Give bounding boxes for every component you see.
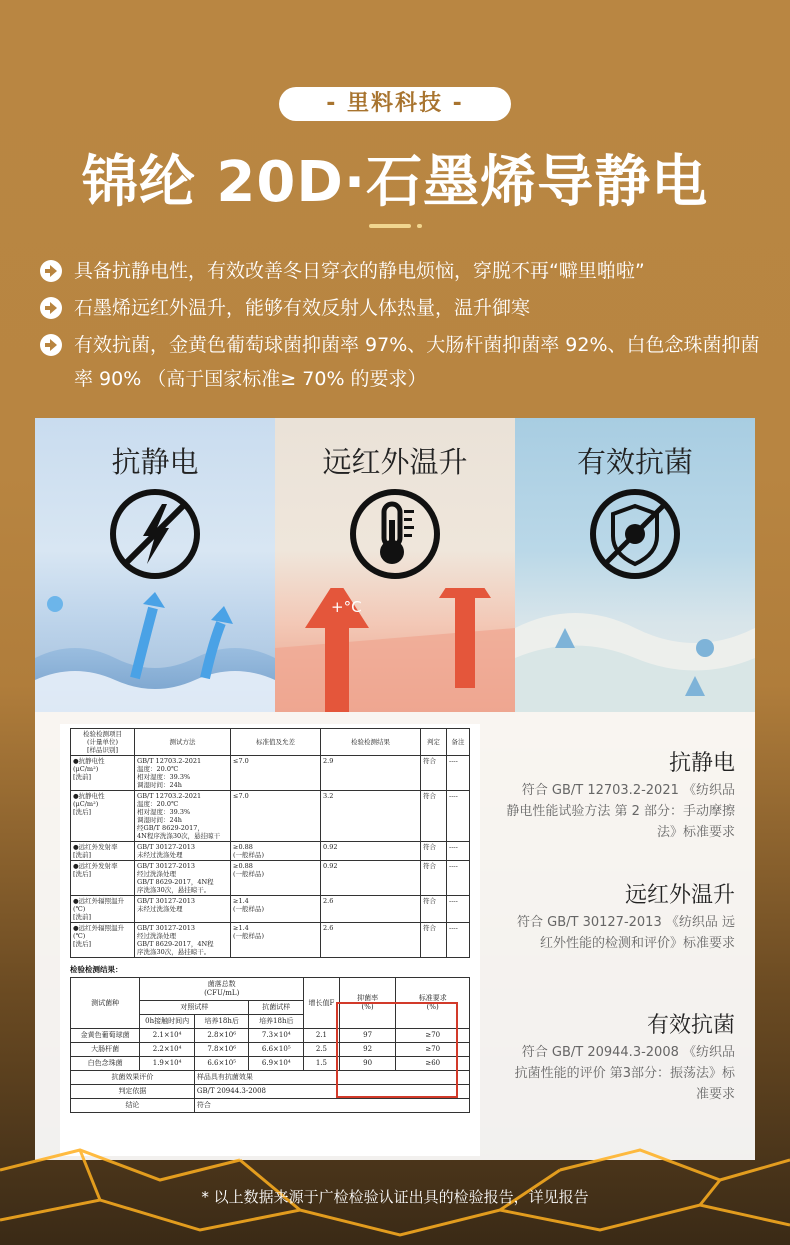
table-cell: 1.5 bbox=[304, 1057, 340, 1071]
table-cell: 2.2×10⁴ bbox=[140, 1043, 195, 1057]
fabric-waves-illustration bbox=[35, 588, 275, 712]
table-cell: 97 bbox=[339, 1029, 396, 1043]
table-header-cell: 标准要求 (%) bbox=[396, 978, 470, 1029]
table-cell: 抗菌效果评价 bbox=[71, 1071, 195, 1085]
table-cell: GB/T 30127-2013 经过洗涤处理 GB/T 8629-2017，4N程 序洗涤30次，悬挂晾干。 bbox=[135, 923, 231, 958]
table-cell: ≤7.0 bbox=[231, 791, 321, 842]
table-cell: 样品具有抗菌效果 bbox=[194, 1071, 469, 1085]
table-cell: ---- bbox=[447, 896, 470, 923]
table-cell: 大肠杆菌 bbox=[71, 1043, 140, 1057]
table-cell: 6.6×10⁵ bbox=[249, 1043, 304, 1057]
no-bacteria-icon bbox=[587, 486, 683, 582]
thermometer-icon bbox=[347, 486, 443, 582]
table-header-cell: 测试方法 bbox=[135, 729, 231, 756]
table-header-cell: 抗菌试样 bbox=[249, 1001, 304, 1015]
table-cell: 0.92 bbox=[321, 861, 421, 896]
table-cell: ≥70 bbox=[396, 1043, 470, 1057]
table-cell: ≥60 bbox=[396, 1057, 470, 1071]
table-header-cell: 培养18h后 bbox=[194, 1015, 249, 1029]
table-cell: ●远红外发射率 [洗前] bbox=[71, 842, 135, 861]
table-cell: 金黄色葡萄球菌 bbox=[71, 1029, 140, 1043]
section-tag: - 里料科技 - bbox=[279, 87, 511, 121]
feature-list bbox=[40, 254, 760, 399]
table-cell: ●远红外辐照温升 (℃) [洗前] bbox=[71, 896, 135, 923]
table-header-cell: 抑菌率 (%) bbox=[339, 978, 396, 1029]
table-cell: 3.2 bbox=[321, 791, 421, 842]
table-cell: ---- bbox=[447, 923, 470, 958]
heat-badge: +°C bbox=[331, 598, 362, 616]
table-cell: ≥1.4 (一般样品) bbox=[231, 923, 321, 958]
table-header-cell: 检验检测项目 (计量单位) [样品识别] bbox=[71, 729, 135, 756]
table-cell: ≤7.0 bbox=[231, 756, 321, 791]
feature-item bbox=[40, 254, 760, 288]
test-report-document bbox=[60, 724, 480, 1156]
spec-title: 远红外温升 bbox=[624, 883, 735, 908]
panel-title: 抗静电 bbox=[111, 445, 199, 479]
feature-text: 具备抗静电性，有效改善冬日穿衣的静电烦恼，穿脱不再“噼里啪啦” bbox=[74, 260, 645, 282]
no-static-icon bbox=[107, 486, 203, 582]
table-cell: GB/T 12703.2-2021 温度：20.0℃ 相对湿度：39.3% 调湿时间：24h 经GB/T 8629-2017， 4N程序洗涤30次，悬挂晾干 bbox=[135, 791, 231, 842]
spec-title: 有效抗菌 bbox=[646, 1013, 735, 1038]
title-underline bbox=[369, 224, 411, 228]
feature-item bbox=[40, 328, 760, 396]
table-cell: 2.1 bbox=[304, 1029, 340, 1043]
fabric-waves-illustration bbox=[515, 588, 755, 712]
table-row bbox=[71, 861, 470, 896]
glowing-hex-grid-decoration bbox=[0, 1110, 790, 1245]
table-cell: ≥1.4 (一般样品) bbox=[231, 896, 321, 923]
table-cell: ---- bbox=[447, 791, 470, 842]
arrow-right-icon bbox=[40, 334, 62, 356]
feature-item bbox=[40, 291, 760, 325]
table-cell: 7.8×10⁶ bbox=[194, 1043, 249, 1057]
table-cell: 6.9×10⁴ bbox=[249, 1057, 304, 1071]
spec-text: 符合 GB/T 12703.2-2021 《纺织品 静电性能试验方法 第 2 部分：手动摩擦法》标准要求 bbox=[506, 783, 735, 840]
table-cell: GB/T 30127-2013 未经过洗涤处理 bbox=[135, 842, 231, 861]
spec-text: 符合 GB/T 20944.3-2008 《纺织品 抗菌性能的评价 第3部分：振荡法》标准要求 bbox=[514, 1045, 735, 1102]
table-header-cell: 对照试样 bbox=[140, 1001, 249, 1015]
spec-text: 符合 GB/T 30127-2013 《纺织品 远红外性能的检测和评价》标准要求 bbox=[517, 915, 735, 951]
table-header-cell: 检验检测结果 bbox=[321, 729, 421, 756]
table-cell: 2.9 bbox=[321, 756, 421, 791]
panel-title: 远红外温升 bbox=[322, 445, 468, 479]
table-cell: 7.3×10⁴ bbox=[249, 1029, 304, 1043]
table-row bbox=[71, 842, 470, 861]
table-row bbox=[71, 756, 470, 791]
table-header-cell: 培养18h后 bbox=[249, 1015, 304, 1029]
table-header-cell: 判定 bbox=[421, 729, 447, 756]
table-row bbox=[71, 896, 470, 923]
table-cell: 符合 bbox=[421, 923, 447, 958]
table-header-cell: 0h接触时间内 bbox=[140, 1015, 195, 1029]
feature-text: 石墨烯远红外温升，能够有效反射人体热量，温升御寒 bbox=[74, 297, 531, 319]
table-cell: ---- bbox=[447, 861, 470, 896]
panel-title: 有效抗菌 bbox=[576, 445, 693, 479]
table-cell: 92 bbox=[339, 1043, 396, 1057]
report-table bbox=[70, 728, 470, 958]
table-cell: 2.8×10⁶ bbox=[194, 1029, 249, 1043]
heat-arrows-illustration bbox=[275, 588, 515, 712]
table-cell: ≥70 bbox=[396, 1029, 470, 1043]
table-header-cell: 标准值及允差 bbox=[231, 729, 321, 756]
table-cell: 判定依据 bbox=[71, 1085, 195, 1099]
table-cell: 90 bbox=[339, 1057, 396, 1071]
table-cell: 符合 bbox=[421, 896, 447, 923]
table-cell: GB/T 30127-2013 未经过洗涤处理 bbox=[135, 896, 231, 923]
table-cell: 1.9×10⁴ bbox=[140, 1057, 195, 1071]
table-cell: GB/T 12703.2-2021 温度：20.0℃ 相对湿度：39.3% 调湿时间：24h bbox=[135, 756, 231, 791]
table-cell: 2.6 bbox=[321, 896, 421, 923]
table-cell: 符合 bbox=[194, 1099, 469, 1113]
footnote: * 以上数据来源于广检检验认证出具的检验报告，详见报告 bbox=[201, 1188, 589, 1206]
highlight-box bbox=[336, 1002, 458, 1098]
table-cell: GB/T 20944.3-2008 bbox=[194, 1085, 469, 1099]
table-cell: 符合 bbox=[421, 861, 447, 896]
panel-antistatic bbox=[35, 418, 275, 712]
table-cell: 符合 bbox=[421, 791, 447, 842]
feature-text: 有效抗菌，金黄色葡萄球菌抑菌率 97%、大肠杆菌抑菌率 92%、白色念珠菌抑菌率 90% （高于国家标准≥ 70% 的要求） bbox=[74, 334, 760, 390]
table-row bbox=[71, 791, 470, 842]
table-cell: 0.92 bbox=[321, 842, 421, 861]
table-cell: 2.6 bbox=[321, 923, 421, 958]
table-cell: GB/T 30127-2013 经过洗涤处理 GB/T 8629-2017，4N程 序洗涤30次，悬挂晾干。 bbox=[135, 861, 231, 896]
table-cell: 结论 bbox=[71, 1099, 195, 1113]
table-header-cell: 菌落总数 (CFU/mL) bbox=[140, 978, 304, 1001]
table-cell: 符合 bbox=[421, 842, 447, 861]
page-title: 锦纶 20D·石墨烯导静电 bbox=[81, 150, 709, 215]
table-header-cell: 测试菌种 bbox=[71, 978, 140, 1029]
table-cell: ●远红外辐照温升 (℃) [洗后] bbox=[71, 923, 135, 958]
table-header-cell: 备注 bbox=[447, 729, 470, 756]
feature-panels bbox=[35, 418, 755, 712]
spec-title: 抗静电 bbox=[668, 751, 735, 776]
table-cell: 6.6×10⁵ bbox=[194, 1057, 249, 1071]
table-cell: ≥0.88 (一般样品) bbox=[231, 861, 321, 896]
arrow-right-icon bbox=[40, 297, 62, 319]
table-cell: ●远红外发射率 [洗后] bbox=[71, 861, 135, 896]
table-header-cell: 增长值F bbox=[304, 978, 340, 1029]
title-underline-dot bbox=[417, 224, 422, 228]
table-cell: ---- bbox=[447, 842, 470, 861]
table-row bbox=[71, 923, 470, 958]
report-section-title: 检验检测结果： bbox=[70, 965, 123, 974]
table-cell: ---- bbox=[447, 756, 470, 791]
table-cell: ●抗静电性 (μC/m²) [洗前] bbox=[71, 756, 135, 791]
table-cell: 2.5 bbox=[304, 1043, 340, 1057]
table-cell: ●抗静电性 (μC/m²) [洗后] bbox=[71, 791, 135, 842]
table-cell: 2.1×10⁴ bbox=[140, 1029, 195, 1043]
panel-antibacterial bbox=[515, 418, 755, 712]
table-cell: 白色念珠菌 bbox=[71, 1057, 140, 1071]
panel-far-infrared bbox=[275, 418, 515, 712]
table-cell: ≥0.88 (一般样品) bbox=[231, 842, 321, 861]
arrow-right-icon bbox=[40, 260, 62, 282]
table-cell: 符合 bbox=[421, 756, 447, 791]
test-report-section bbox=[35, 712, 755, 1160]
